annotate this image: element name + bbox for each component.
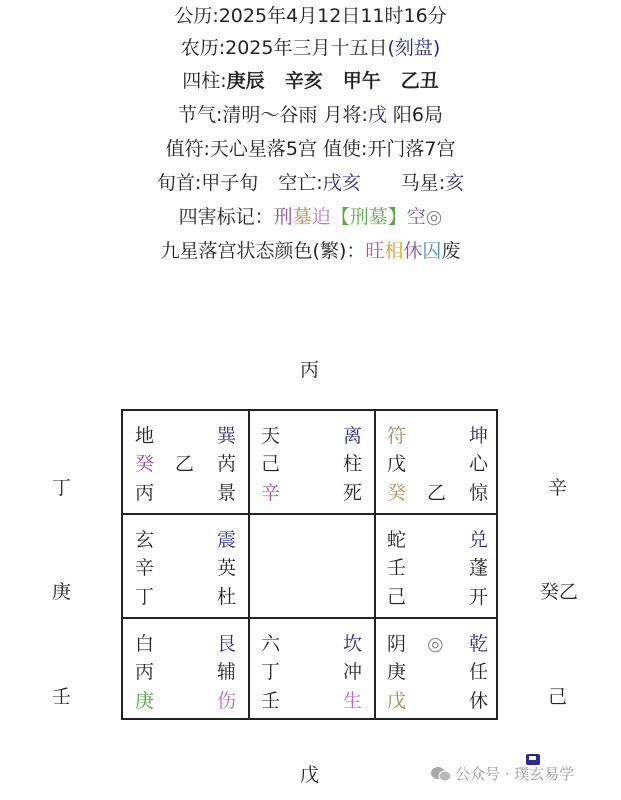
four-pillars [0,69,621,93]
sihai-mark: 迫 [311,206,331,228]
zhifu-line: 值符:天心星落5宫 值使:开门落7宫 [165,138,456,160]
pillar-hour: 乙丑 [400,70,439,92]
palace-kun [375,411,500,514]
pillar-year: 庚辰 [226,70,265,92]
palace-li [249,411,374,514]
palace-symbol: 坎 [343,633,363,655]
palace-symbol: 戊 [387,690,407,712]
palace-symbol: 离 [343,425,363,447]
palace-center [249,515,374,618]
palace-symbol: 惊 [469,482,489,504]
palace-symbol: 丁 [135,586,155,608]
chart-type: (刻盘) [387,37,441,59]
outer-left-3: 壬 [52,686,72,708]
palace-symbol: 癸 [387,482,407,504]
palace-symbol: 壬 [387,557,407,579]
palace-symbol: 阴 [387,633,407,655]
palace-symbol: 辛 [261,482,281,504]
palace-symbol: 伤 [217,690,237,712]
palace-qian [375,619,500,722]
sihai-legend [0,205,621,229]
palace-symbol: 壬 [261,690,281,712]
jieqi-text: 节气:清明～谷雨 月将: [178,104,368,126]
palace-symbol: 巽 [217,425,237,447]
jiuxing-state: 休 [403,240,423,262]
sihai-mark: ◎ [425,206,443,228]
palace-symbol: 丙 [135,661,155,683]
palace-symbol: 地 [135,425,155,447]
yuejiang: 戌 [367,104,387,126]
palace-symbol: 冲 [343,661,363,683]
outer-right-3: 己 [548,686,568,708]
palace-dui [375,515,500,618]
palace-symbol: 兑 [469,529,489,551]
solar-date: 公历:2025年4月12日11时16分 [174,5,447,27]
sihai-mark: 空 [406,206,426,228]
palace-symbol: 生 [343,690,363,712]
palace-symbol: 坤 [469,425,489,447]
palace-symbol: 戊 [387,453,407,475]
sihai-label: 四害标记： [178,206,274,228]
nine-palace-grid [121,409,498,720]
palace-symbol: 死 [343,482,363,504]
palace-symbol: 符 [387,425,407,447]
palace-symbol: 玄 [135,529,155,551]
outer-left-1: 丁 [52,477,72,499]
xunshou-line [0,171,621,195]
palace-symbol: 蓬 [469,557,489,579]
maxing-label: 马星: [400,172,446,194]
palace-symbol: 天 [261,425,281,447]
palace-zhen [123,515,248,618]
palace-symbol: 庚 [135,690,155,712]
outer-right-1: 辛 [548,477,568,499]
lunar-date [0,36,621,60]
xunshou: 旬首:甲子旬 [156,172,259,194]
watermark: 公众号 · 璞玄易学 [455,765,575,783]
palace-symbol: 心 [469,453,489,475]
wechat-icon [430,766,452,782]
ju: 阳6局 [386,104,443,126]
pillar-month: 辛亥 [284,70,323,92]
palace-symbol: 丙 [135,482,155,504]
palace-symbol: ◎ [427,633,444,655]
palace-symbol: 辛 [135,557,155,579]
palace-symbol: 己 [261,453,281,475]
outer-left-2: 庚 [52,581,72,603]
sihai-marks [274,206,443,228]
outer-bottom: 戊 [300,764,320,786]
kongwang-label: 空亡: [278,172,323,194]
jiuxing-state: 囚 [422,240,442,262]
palace-symbol: 柱 [343,453,363,475]
palace-symbol: 乙 [175,453,195,475]
palace-xun [123,411,248,514]
palace-symbol: 蛇 [387,529,407,551]
pillar-day: 甲午 [342,70,381,92]
palace-symbol: 英 [217,557,237,579]
palace-symbol: 任 [469,661,489,683]
palace-symbol: 景 [217,482,237,504]
palace-symbol: 白 [135,633,155,655]
palace-symbol: 杜 [217,586,237,608]
palace-symbol: 乙 [427,482,447,504]
palace-symbol: 丁 [261,661,281,683]
palace-symbol: 己 [387,586,407,608]
jiuxing-colors [365,240,460,262]
palace-symbol: 癸 [135,453,155,475]
jiuxing-legend [0,239,621,263]
lunar-date-text: 农历:2025年三月十五日 [180,37,388,59]
palace-symbol: 乾 [469,633,489,655]
palace-symbol: 震 [217,529,237,551]
palace-symbol: 庚 [387,661,407,683]
palace-symbol: 辅 [217,661,237,683]
jiuxing-state: 旺 [365,240,385,262]
outer-top: 丙 [300,359,320,381]
sihai-mark: 【刑墓】 [330,206,407,228]
jiuxing-label: 九星落宫状态颜色(繁)： [160,240,366,262]
palace-symbol: 休 [469,690,489,712]
jiuxing-state: 废 [441,240,461,262]
palace-symbol: 芮 [217,453,237,475]
palace-gen [123,619,248,722]
kongwang: 戌亥 [322,172,361,194]
palace-symbol: 开 [469,586,489,608]
palace-kan [249,619,374,722]
sihai-mark: 墓 [292,206,312,228]
maxing: 亥 [445,172,465,194]
jiuxing-state: 相 [384,240,404,262]
sihai-mark: 刑 [273,206,293,228]
outer-right-2: 癸乙 [540,581,579,603]
pillars-label: 四柱: [182,70,227,92]
jieqi-line [0,103,621,127]
palace-symbol: 艮 [217,633,237,655]
palace-symbol: 六 [261,633,281,655]
